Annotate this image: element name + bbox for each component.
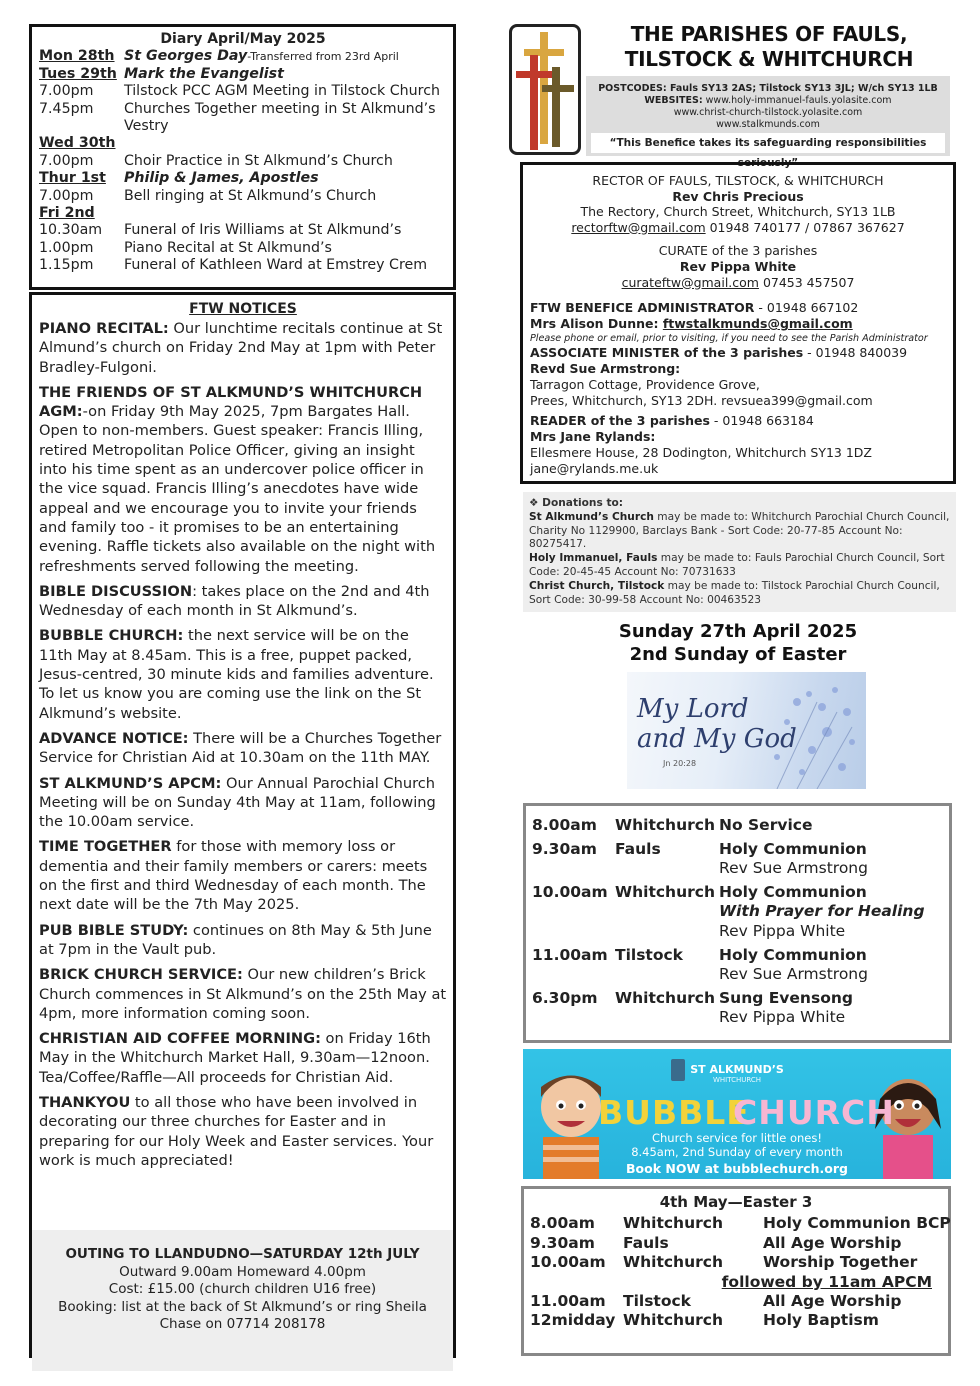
diary-feast: Philip & James, Apostles xyxy=(124,170,319,187)
bubble-brand-sub: WHITCHURCH xyxy=(712,1076,762,1084)
may4-time: 8.00am xyxy=(530,1214,595,1233)
may4-row xyxy=(530,1214,951,1233)
outing-booking: Booking: list at the back of St Alkmund’s or ring Sheila xyxy=(58,1298,427,1315)
may4-place: Fauls xyxy=(623,1233,669,1252)
may4-row xyxy=(530,1311,942,1330)
admin-name: Mrs Alison Dunne: xyxy=(530,316,663,332)
website-fauls[interactable]: www.holy-immanuel-fauls.yolasite.com xyxy=(705,95,892,106)
service-line: Holy Communion xyxy=(719,839,867,858)
diary-event-time: 7.00pm xyxy=(39,187,94,204)
assoc-address-1: Tarragon Cottage, Providence Grove, xyxy=(530,377,760,393)
cross-logo xyxy=(509,24,581,155)
donation-tilstock-head: Christ Church, Tilstock xyxy=(529,579,665,592)
safeguarding-quote: “This Benefice takes its safeguarding responsibilities seriously” xyxy=(591,133,945,153)
donations-panel xyxy=(523,492,956,612)
diary-event xyxy=(39,240,447,257)
sunday-name: 2nd Sunday of Easter xyxy=(629,644,847,665)
service-time: 11.00am xyxy=(532,945,608,964)
service-row xyxy=(532,883,943,942)
websites-line xyxy=(586,95,950,107)
notice-heading: THANKYOU xyxy=(39,1093,131,1111)
admin-email[interactable]: ftwstalkmunds@gmail.com xyxy=(662,316,853,332)
notice-body: : takes place on the 2nd and 4th Wednesday of each month in St Alkmund’s. xyxy=(39,582,430,620)
service-row xyxy=(532,989,943,1028)
service-row xyxy=(532,840,943,879)
may4-rows xyxy=(530,1214,951,1272)
parish-title xyxy=(584,22,954,72)
diary-event-time: 10.30am xyxy=(39,222,103,239)
rector-title: RECTOR OF FAULS, TILSTOCK, & WHITCHURCH xyxy=(592,173,884,188)
diary-day xyxy=(39,48,447,65)
admin-block xyxy=(530,300,946,477)
notice-item xyxy=(39,965,447,1023)
notice-item xyxy=(39,774,447,832)
notice-body: Our lunchtime recitals continue at St Almund’s church on Friday 2nd May at 1pm with Peter Bradley-Fulgoni. xyxy=(39,320,443,376)
crosses-icon xyxy=(512,27,578,152)
may4-followed: followed by 11am APCM xyxy=(721,1272,932,1291)
notice-body: to all those who have been involved in decorating our three churches for Easter and in preparing for our Holy Week and Easter services. Your work is much appreciated! xyxy=(39,1093,434,1169)
may4-row xyxy=(530,1234,942,1253)
service-time: 6.30pm xyxy=(532,988,598,1007)
diary-event xyxy=(39,257,447,274)
outing-panel xyxy=(32,1230,453,1371)
notice-heading: BIBLE DISCUSSION xyxy=(39,582,193,600)
diary-event-time: 1.00pm xyxy=(39,239,94,256)
notice-heading: BRICK CHURCH SERVICE: xyxy=(39,966,243,984)
notice-item xyxy=(39,729,447,768)
diary-entries xyxy=(39,48,447,274)
reader-email[interactable]: jane@rylands.me.uk xyxy=(530,461,659,477)
diary-event-time: 1.15pm xyxy=(39,257,94,274)
service-details xyxy=(719,989,943,1028)
notice-body: on Friday 16th May in the Whitchurch Market Hall, 9.30am—12noon. Tea/Coffee/Raffle—All proceeds for Christian Aid. xyxy=(39,1030,431,1086)
notice-heading: TIME TOGETHER xyxy=(39,838,172,856)
diary-event-desc: Churches Together meeting in St Alkmund’s Vestry xyxy=(124,100,436,135)
notices-box xyxy=(29,292,456,1358)
may4-box xyxy=(521,1186,951,1356)
service-line: No Service xyxy=(719,816,813,834)
notice-heading: CHRISTIAN AID COFFEE MORNING: xyxy=(39,1030,321,1048)
service-line: Rev Sue Armstrong xyxy=(719,965,868,984)
reader-name: Mrs Jane Rylands: xyxy=(530,429,656,445)
admin-phone: - 01948 667102 xyxy=(754,300,859,316)
diary-event xyxy=(39,83,447,100)
diary-feast: St Georges Day xyxy=(124,48,248,65)
bubble-schedule: 8.45am, 2nd Sunday of every month xyxy=(631,1145,843,1159)
notice-body: -on Friday 9th May 2025, 7pm Bargates Hall. Open to non-members. Guest speaker: Francis Illing, retired Metropolitan Police Officer, giving an insight into his time spent as an undercover police officer in the vice squad. Francis Illing’s anecdotes have wide appeal and we encourage you to invite your friends and family too - it promises to be an entertaining evening. Raffle tickets also available on the night with refreshments served following the meeting. xyxy=(39,403,436,575)
diary-feast: Mark the Evangelist xyxy=(124,65,284,82)
diary-day-label: Fri 2nd xyxy=(39,205,95,222)
service-row xyxy=(532,946,943,985)
service-line: Sung Evensong xyxy=(719,988,853,1007)
diary-event xyxy=(39,222,447,239)
diary-day xyxy=(39,170,447,187)
outing-times: Outward 9.00am Homeward 4.00pm xyxy=(119,1263,366,1280)
may4-service: Holy Communion BCP xyxy=(763,1214,951,1233)
notice-item xyxy=(39,1029,447,1087)
notice-item xyxy=(39,626,447,722)
parish-title-line1: THE PARISHES OF FAULS, xyxy=(630,22,908,46)
may4-time: 9.30am xyxy=(530,1233,595,1252)
diary-event-desc: Choir Practice in St Alkmund’s Church xyxy=(124,152,393,169)
may4-service: All Age Worship xyxy=(763,1233,902,1252)
service-time: 9.30am xyxy=(532,839,597,858)
service-place: Tilstock xyxy=(615,945,683,964)
diary-day-label: Wed 30th xyxy=(39,135,116,152)
donation-stalkmunds xyxy=(529,511,950,552)
service-place: Whitchurch xyxy=(615,816,715,834)
outing-title: OUTING TO LLANDUDNO—SATURDAY 12th JULY xyxy=(65,1246,420,1262)
reader-phone: - 01948 663184 xyxy=(709,413,814,429)
admin-title: FTW BENEFICE ADMINISTRATOR xyxy=(530,300,755,316)
diary-day-label: Mon 28th xyxy=(39,48,115,65)
service-row xyxy=(532,816,943,836)
bubble-brand: ST ALKMUND’S xyxy=(690,1063,784,1076)
assoc-phone: - 01948 840039 xyxy=(803,345,908,361)
rector-phone: 01948 740177 / 07867 367627 xyxy=(705,219,905,235)
diary-day-label: Tues 29th xyxy=(39,65,117,82)
donations-title: ❖ Donations to: xyxy=(529,497,624,509)
donation-tilstock-body: may be made to: Tilstock Parochial Church Council, Sort Code: 30-99-58 Account No: 00463523 xyxy=(529,579,940,606)
service-place: Fauls xyxy=(615,839,661,858)
bubble-word: BUBBLE xyxy=(598,1093,750,1132)
may4-row xyxy=(530,1292,942,1311)
verse-image xyxy=(627,672,866,789)
service-details xyxy=(719,840,943,879)
donation-stalkmunds-body: may be made to: Whitchurch Parochial Church Council, Charity No 1129900, Barclays Bank - Sort Code: 20-77-85 Account No: 80275417. xyxy=(529,510,950,551)
service-details xyxy=(719,883,943,942)
diary-event xyxy=(39,153,447,170)
diary-day xyxy=(39,205,447,222)
bubble-booking-link[interactable]: Book NOW at bubblechurch.org xyxy=(626,1161,848,1176)
may4-service: All Age Worship xyxy=(763,1292,902,1311)
notice-heading: ADVANCE NOTICE: xyxy=(39,729,189,747)
notice-item xyxy=(39,319,447,377)
diary-event-desc: Funeral of Iris Williams at St Alkmund’s xyxy=(124,222,402,239)
rector-name: Rev Chris Precious xyxy=(672,188,804,204)
may4-place: Whitchurch xyxy=(623,1253,723,1272)
notice-body: continues on 8th May & 5th June at 7pm in the Vault pub. xyxy=(39,921,432,958)
notice-body: for those with memory loss or dementia and their family members or carers: meets on the first and third Wednesday of each month. The next date will be the 7th May 2025. xyxy=(39,838,428,914)
assoc-address-2: Prees, Whitchurch, SY13 2DH. revsuea399@gmail.com xyxy=(530,393,873,409)
service-line: Rev Pippa White xyxy=(719,1008,846,1027)
outing-cost: Cost: £15.00 (church children U16 free) xyxy=(108,1281,377,1297)
service-line: Rev Pippa White xyxy=(719,921,846,940)
may4-service: Holy Baptism xyxy=(763,1311,879,1330)
diary-event-desc: Funeral of Kathleen Ward at Emstrey Crem xyxy=(124,257,428,274)
diary-note: -Transferred from 23rd April xyxy=(247,50,399,64)
diary-event xyxy=(39,101,447,136)
notice-heading: ST ALKMUND’S APCM: xyxy=(39,774,222,792)
notice-item xyxy=(39,383,447,576)
service-time: 10.00am xyxy=(532,882,608,901)
notices-title: FTW NOTICES xyxy=(189,301,297,317)
may4-row xyxy=(530,1253,942,1272)
donation-tilstock xyxy=(529,580,950,608)
donation-fauls xyxy=(529,552,950,580)
diary-day-label: Thur 1st xyxy=(39,170,106,187)
rector-email[interactable]: rectorftw@gmail.com xyxy=(571,219,706,235)
notice-body: Our Annual Parochial Church Meeting will be on Sunday 4th May at 11am, following the 10.00am service. xyxy=(39,774,436,831)
may4-service: Worship Together xyxy=(763,1253,918,1272)
curate-title: CURATE of the 3 parishes xyxy=(658,243,818,259)
service-line: With Prayer for Healing xyxy=(719,902,925,921)
verse-line1: My Lord xyxy=(637,694,749,724)
may4-title: 4th May—Easter 3 xyxy=(659,1193,813,1211)
bubble-subtitle: Church service for little ones! xyxy=(651,1131,822,1145)
notice-body: Our new children’s Brick Church commences in St Alkmund’s on the 25th May at 4pm, more information coming soon. xyxy=(39,966,447,1022)
may4-time: 10.00am xyxy=(530,1253,606,1272)
notice-item xyxy=(39,921,447,960)
notice-body: There will be a Churches Together Service for Christian Aid at 10.30am on the 11th MAY. xyxy=(39,729,442,767)
notice-heading: BUBBLE CHURCH: xyxy=(39,627,184,645)
assoc-name: Revd Sue Armstrong: xyxy=(530,361,681,377)
website-tilstock[interactable]: www.christ-church-tilstock.yolasite.com xyxy=(673,107,863,118)
diary-event-time: 7.00pm xyxy=(39,83,94,100)
diary-day xyxy=(39,66,447,83)
curate-phone: 07453 457507 xyxy=(758,274,855,290)
rector-block xyxy=(530,173,946,290)
church-word: CHURCH xyxy=(733,1093,895,1132)
postcodes: POSTCODES: Fauls SY13 2AS; Tilstock SY13 3JL; W/ch SY13 1LB xyxy=(598,83,938,94)
sunday-heading xyxy=(520,620,956,666)
verse-line2: and My God xyxy=(637,724,797,754)
notice-item xyxy=(39,837,447,914)
diary-day xyxy=(39,135,447,152)
curate-name: Rev Pippa White xyxy=(679,258,797,274)
service-line: Holy Communion xyxy=(719,945,867,964)
reader-title: READER of the 3 parishes xyxy=(530,413,710,429)
diary-box xyxy=(29,24,456,290)
notice-body: the next service will be on the 11th May at 8.45am. This is a free, puppet packed, Jesus-centred, 30 minute kids and families adventure. To let us know you are coming use the link on the St Alkmund’s website. xyxy=(39,627,434,722)
admin-note: Please phone or email, prior to visiting, if you need to see the Parish Administrator xyxy=(530,333,928,345)
donation-stalkmunds-head: St Alkmund’s Church xyxy=(529,510,654,523)
outing-contact: Chase on 07714 208178 xyxy=(159,1316,326,1332)
diary-event-time: 7.45pm xyxy=(39,100,94,117)
notice-heading: THE FRIENDS OF ST ALKMUND’S WHITCHURCH AGM: xyxy=(39,383,423,421)
postcodes-panel xyxy=(586,76,950,169)
may4-time: 12midday xyxy=(530,1311,616,1330)
may4-rows-2 xyxy=(530,1292,942,1331)
contacts-box xyxy=(520,162,956,484)
rector-address: The Rectory, Church Street, Whitchurch, SY13 1LB xyxy=(580,204,896,220)
service-details xyxy=(719,816,943,836)
may4-time: 11.00am xyxy=(530,1292,606,1311)
parish-title-line2: TILSTOCK & WHITCHURCH xyxy=(624,47,914,71)
service-details xyxy=(719,946,943,985)
donation-fauls-body: may be made to: Fauls Parochial Church Council, Sort Code: 20-45-45 Account No: 70731633 xyxy=(529,552,945,578)
reader-address: Ellesmere House, 28 Dodington, Whitchurch SY13 1DZ xyxy=(530,445,872,461)
bubble-church-banner[interactable] xyxy=(523,1048,951,1179)
diary-event xyxy=(39,188,447,205)
diary-event-time: 7.00pm xyxy=(39,152,94,169)
assoc-title: ASSOCIATE MINISTER of the 3 parishes xyxy=(530,345,804,361)
donation-fauls-head: Holy Immanuel, Fauls xyxy=(529,552,658,565)
service-time: 8.00am xyxy=(532,816,597,834)
services-box xyxy=(523,803,952,1043)
may4-place: Whitchurch xyxy=(623,1214,723,1233)
notice-item xyxy=(39,1093,447,1170)
service-place: Whitchurch xyxy=(615,882,715,901)
notice-heading: PIANO RECITAL: xyxy=(39,320,169,337)
diary-title: Diary April/May 2025 xyxy=(160,31,326,47)
notice-item xyxy=(39,582,447,621)
notice-heading: PUB BIBLE STUDY: xyxy=(39,921,189,939)
service-line: Holy Communion xyxy=(719,882,867,901)
verse-text xyxy=(637,694,797,754)
verse-reference: Jn 20:28 xyxy=(663,759,697,768)
may4-place: Tilstock xyxy=(623,1292,691,1311)
may4-place: Whitchurch xyxy=(623,1311,723,1330)
websites-label: WEBSITES: xyxy=(644,95,703,106)
website-stalkmunds[interactable]: www.stalkmunds.com xyxy=(716,119,820,130)
diary-event-desc: Piano Recital at St Alkmund’s xyxy=(124,239,332,256)
notices-list xyxy=(39,319,447,1170)
curate-email[interactable]: curateftw@gmail.com xyxy=(621,274,759,290)
diary-event-desc: Bell ringing at St Alkmund’s Church xyxy=(124,187,377,204)
diary-event-desc: Tilstock PCC AGM Meeting in Tilstock Church xyxy=(124,83,440,100)
service-line: Rev Sue Armstrong xyxy=(719,859,868,878)
sunday-date: Sunday 27th April 2025 xyxy=(618,621,858,642)
service-place: Whitchurch xyxy=(615,988,715,1007)
